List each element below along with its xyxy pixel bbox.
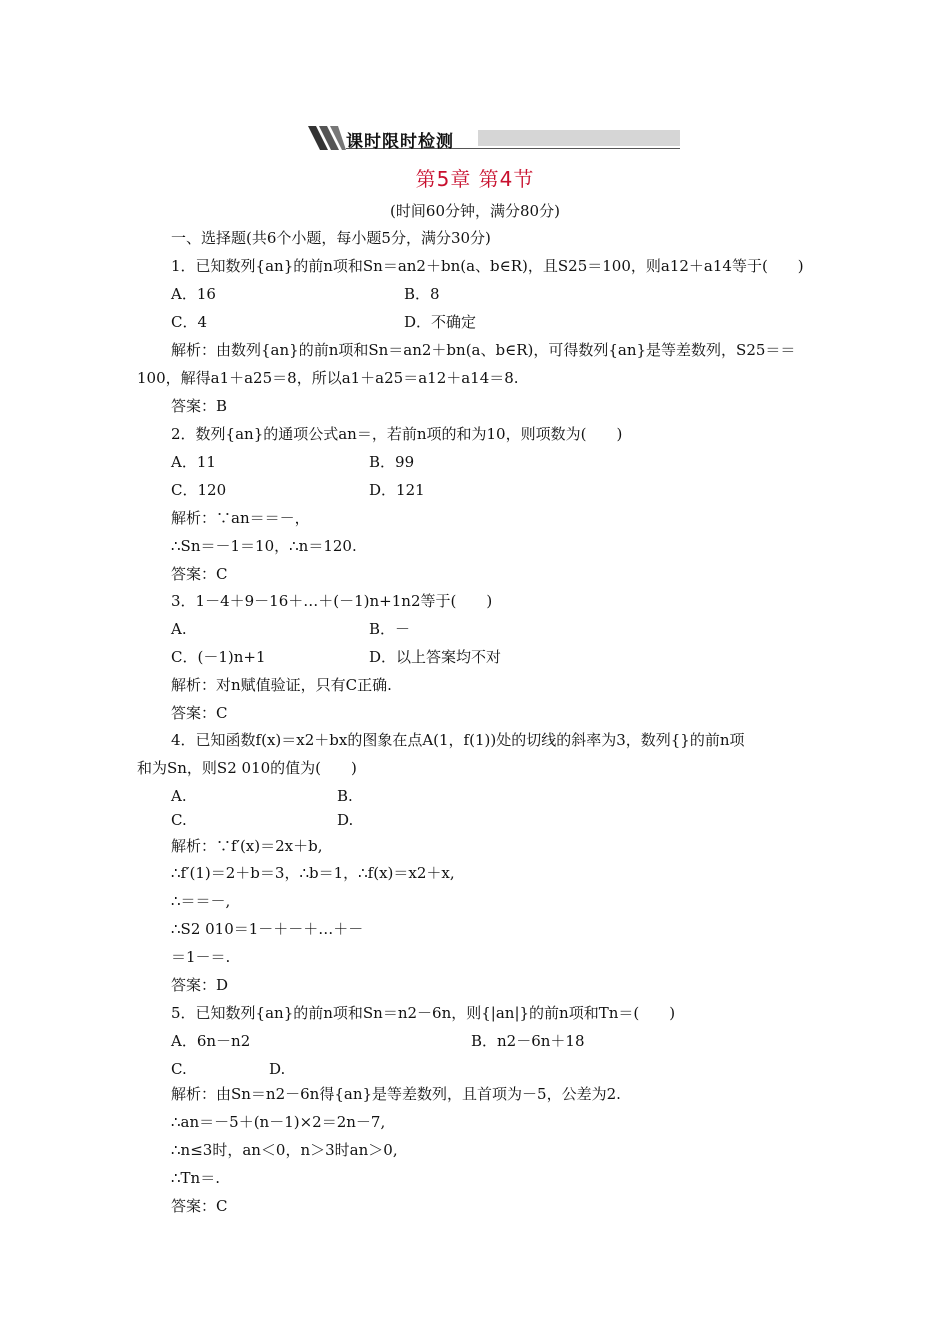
q3-option-b: B．－ — [369, 620, 411, 638]
q5-analysis-4: ∴Tn＝. — [171, 1169, 220, 1187]
q5-analysis-1: 解析：由Sn＝n2－6n得{an}是等差数列，且首项为－5，公差为2. — [171, 1085, 621, 1103]
q4-option-b: B. — [337, 787, 353, 805]
q1-option-a: A．16 — [171, 285, 216, 303]
q1-analysis-2: 100，解得a1＋a25＝8，所以a1＋a25＝a12＋a14＝8. — [137, 369, 519, 387]
section-banner — [306, 126, 680, 150]
q4-analysis-2: ∴f′(1)＝2＋b＝3，∴b＝1，∴f(x)＝x2＋x, — [171, 864, 455, 882]
q5-option-b: B．n2－6n＋18 — [471, 1032, 585, 1050]
banner-stripes-icon — [306, 126, 346, 150]
q2-analysis-2: ∴Sn＝－1＝10，∴n＝120. — [171, 537, 357, 555]
q3-stem: 3．1－4＋9－16＋…＋(－1)n+1n2等于( ) — [171, 592, 493, 610]
q3-option-d: D．以上答案均不对 — [369, 648, 502, 666]
q1-option-b: B．8 — [404, 285, 440, 303]
q2-option-d: D．121 — [369, 481, 425, 499]
q4-answer: 答案：D — [171, 976, 229, 994]
q2-stem: 2．数列{an}的通项公式an＝，若前n项的和为10，则项数为( ) — [171, 425, 623, 443]
banner-title: 课时限时检测 — [346, 132, 454, 152]
q1-analysis-1: 解析：由数列{an}的前n项和Sn＝an2＋bn(a、b∈R)，可得数列{an}是等差数列，S25＝＝ — [171, 341, 796, 359]
q2-option-b: B．99 — [369, 453, 415, 471]
q5-option-a: A．6n－n2 — [171, 1032, 251, 1050]
q1-stem: 1．已知数列{an}的前n项和Sn＝an2＋bn(a、b∈R)，且S25＝100，则a12＋a14等于( ) — [171, 257, 804, 275]
q1-option-c: C．4 — [171, 313, 208, 331]
q5-analysis-3: ∴n≤3时，an＜0，n＞3时an＞0, — [171, 1141, 398, 1159]
q1-option-d: D．不确定 — [404, 313, 477, 331]
q1-answer: 答案：B — [171, 397, 228, 415]
q2-analysis-1: 解析：∵an＝＝－， — [171, 509, 310, 527]
q4-analysis-5: ＝1－＝. — [171, 948, 231, 966]
q2-option-a: A．11 — [171, 453, 216, 471]
banner-bar — [478, 130, 680, 146]
chapter-title: 第5章 第4节 — [415, 167, 535, 191]
q2-answer: 答案：C — [171, 565, 228, 583]
time-note: (时间60分钟，满分80分) — [390, 202, 560, 220]
q5-analysis-2: ∴an＝－5＋(n－1)×2＝2n－7, — [171, 1113, 386, 1131]
q5-stem: 5．已知数列{an}的前n项和Sn＝n2－6n，则{|an|}的前n项和Tn＝( ) — [171, 1004, 676, 1022]
q4-analysis-1: 解析：∵f′(x)＝2x＋b, — [171, 837, 323, 855]
q4-analysis-4: ∴S2 010＝1－＋－＋…＋－ — [171, 920, 364, 938]
q3-option-c: C．(－1)n+1 — [171, 648, 266, 666]
section-heading: 一、选择题(共6个小题，每小题5分，满分30分) — [171, 229, 491, 247]
q2-option-c: C．120 — [171, 481, 227, 499]
q5-option-d: D. — [269, 1060, 286, 1078]
q5-answer: 答案：C — [171, 1197, 228, 1215]
q4-stem-1: 4．已知函数f(x)＝x2＋bx的图象在点A(1，f(1))处的切线的斜率为3，数列{}的前n项 — [171, 731, 745, 749]
q4-option-a: A. — [171, 787, 187, 805]
q4-analysis-3: ∴＝＝－, — [171, 892, 231, 910]
q3-answer: 答案：C — [171, 704, 228, 722]
q3-analysis-1: 解析：对n赋值验证，只有C正确. — [171, 676, 392, 694]
q4-option-c: C. — [171, 811, 187, 829]
q4-stem-2: 和为Sn，则S2 010的值为( ) — [137, 759, 357, 777]
q5-option-c: C. — [171, 1060, 187, 1078]
q3-option-a: A. — [171, 620, 187, 638]
q4-option-d: D. — [337, 811, 354, 829]
